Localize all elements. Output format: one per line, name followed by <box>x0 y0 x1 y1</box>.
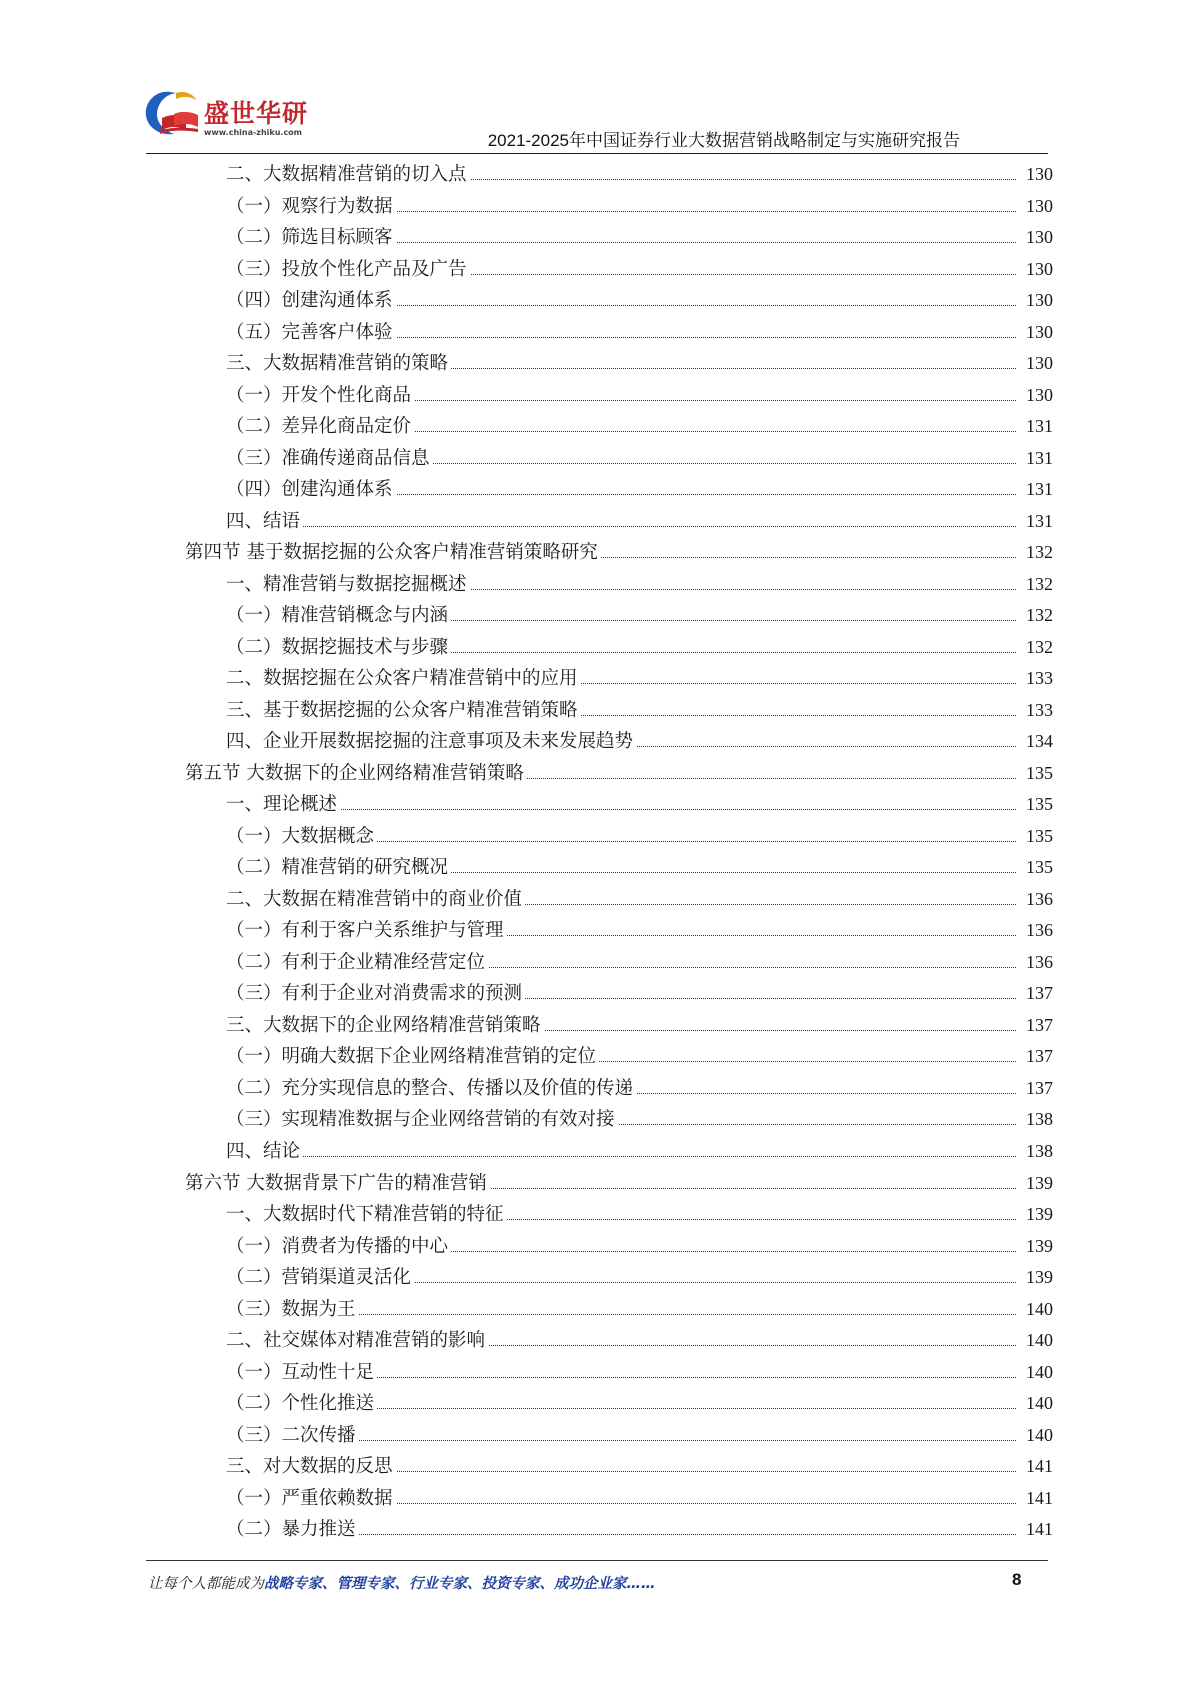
toc-entry-page: 132 <box>1017 600 1053 632</box>
logo-url: www.china-zhiku.com <box>204 128 303 137</box>
toc-entry[interactable] <box>0 884 1191 916</box>
toc-entry[interactable] <box>0 1010 1191 1042</box>
toc-entry[interactable] <box>0 191 1191 223</box>
toc-entry-page: 141 <box>1017 1514 1053 1546</box>
book-logo-icon <box>140 84 204 142</box>
toc-entry-page: 130 <box>1017 285 1053 317</box>
toc-entry[interactable] <box>0 506 1191 538</box>
toc-entry-title: （三）准确传递商品信息 <box>226 443 433 475</box>
toc-entry[interactable] <box>0 695 1191 727</box>
toc-entry-title: （二）个性化推送 <box>226 1388 377 1420</box>
toc-entry-page: 136 <box>1017 884 1053 916</box>
toc-entry[interactable] <box>0 663 1191 695</box>
toc-entry-page: 130 <box>1017 380 1053 412</box>
toc-entry-page: 137 <box>1017 978 1053 1010</box>
toc-entry-title: 三、对大数据的反思 <box>226 1451 396 1483</box>
toc-entry-title: （一）明确大数据下企业网络精准营销的定位 <box>226 1041 599 1073</box>
toc-entry[interactable] <box>0 758 1191 790</box>
toc-entry[interactable] <box>0 1388 1191 1420</box>
toc-entry-title: 三、大数据精准营销的策略 <box>226 348 451 380</box>
toc-dot-leader <box>230 809 1026 810</box>
toc-entry-page: 139 <box>1017 1262 1053 1294</box>
toc-entry-page: 136 <box>1017 915 1053 947</box>
toc-entry-title: 第五节 大数据下的企业网络精准营销策略 <box>185 758 527 790</box>
toc-entry[interactable] <box>0 1073 1191 1105</box>
toc-entry[interactable] <box>0 1262 1191 1294</box>
toc-entry[interactable] <box>0 222 1191 254</box>
toc-entry-page: 135 <box>1017 789 1053 821</box>
toc-entry-page: 130 <box>1017 191 1053 223</box>
toc-entry-page: 132 <box>1017 632 1053 664</box>
toc-entry-title: 四、结论 <box>226 1136 303 1168</box>
toc-entry-page: 137 <box>1017 1010 1053 1042</box>
toc-entry[interactable] <box>0 411 1191 443</box>
footer-suffix: …… <box>626 1576 656 1592</box>
toc-entry-title: （三）二次传播 <box>226 1420 359 1452</box>
toc-entry-page: 134 <box>1017 726 1053 758</box>
toc-entry[interactable] <box>0 317 1191 349</box>
toc-entry[interactable] <box>0 1514 1191 1546</box>
toc-entry[interactable] <box>0 1294 1191 1326</box>
toc-entry-page: 140 <box>1017 1325 1053 1357</box>
toc-entry[interactable] <box>0 852 1191 884</box>
report-title: 2021-2025年中国证券行业大数据营销战略制定与实施研究报告 <box>487 131 960 150</box>
toc-entry[interactable] <box>0 254 1191 286</box>
toc-entry[interactable] <box>0 1483 1191 1515</box>
header-divider <box>146 153 1048 154</box>
toc-entry-page: 139 <box>1017 1168 1053 1200</box>
toc-entry-page: 137 <box>1017 1073 1053 1105</box>
toc-entry-title: 二、数据挖掘在公众客户精准营销中的应用 <box>226 663 581 695</box>
toc-entry-page: 140 <box>1017 1357 1053 1389</box>
toc-entry-title: （三）有利于企业对消费需求的预测 <box>226 978 525 1010</box>
toc-entry-page: 131 <box>1017 443 1053 475</box>
toc-entry[interactable] <box>0 474 1191 506</box>
toc-entry[interactable] <box>0 159 1191 191</box>
toc-entry-page: 137 <box>1017 1041 1053 1073</box>
toc-entry-title: 三、大数据下的企业网络精准营销策略 <box>226 1010 544 1042</box>
toc-entry-page: 140 <box>1017 1388 1053 1420</box>
toc-entry[interactable] <box>0 1231 1191 1263</box>
toc-entry-page: 138 <box>1017 1136 1053 1168</box>
toc-entry[interactable] <box>0 1136 1191 1168</box>
toc-entry-title: （二）差异化商品定价 <box>226 411 414 443</box>
toc-entry[interactable] <box>0 600 1191 632</box>
toc-entry-page: 131 <box>1017 506 1053 538</box>
toc-entry-title: 三、基于数据挖掘的公众客户精准营销策略 <box>226 695 581 727</box>
toc-entry[interactable] <box>0 1104 1191 1136</box>
toc-dot-leader <box>230 1156 1026 1157</box>
footer-slogan <box>148 1572 656 1593</box>
toc-entry[interactable] <box>0 1325 1191 1357</box>
toc-entry[interactable] <box>0 1199 1191 1231</box>
toc-entry-page: 133 <box>1017 695 1053 727</box>
toc-entry[interactable] <box>0 1357 1191 1389</box>
footer-divider <box>146 1560 1048 1561</box>
logo <box>140 84 310 142</box>
toc-entry[interactable] <box>0 632 1191 664</box>
toc-entry-page: 130 <box>1017 159 1053 191</box>
toc-entry-title: 一、理论概述 <box>226 789 340 821</box>
toc-entry-title: （一）互动性十足 <box>226 1357 377 1389</box>
toc-entry-title: （二）有利于企业精准经营定位 <box>226 947 488 979</box>
toc-entry-title: 二、大数据在精准营销中的商业价值 <box>226 884 525 916</box>
toc-entry-title: （二）精准营销的研究概况 <box>226 852 451 884</box>
toc-entry-title: 一、精准营销与数据挖掘概述 <box>226 569 470 601</box>
toc-entry-title: （四）创建沟通体系 <box>226 474 396 506</box>
toc-entry-page: 131 <box>1017 411 1053 443</box>
toc-entry-title: （二）筛选目标顾客 <box>226 222 396 254</box>
toc-entry-page: 133 <box>1017 663 1053 695</box>
toc-entry-title: （三）数据为王 <box>226 1294 359 1326</box>
toc-entry-title: （二）充分实现信息的整合、传播以及价值的传递 <box>226 1073 636 1105</box>
toc-entry-title: 四、企业开展数据挖掘的注意事项及未来发展趋势 <box>226 726 636 758</box>
toc-entry-title: 第六节 大数据背景下广告的精准营销 <box>185 1168 490 1200</box>
toc-entry[interactable] <box>0 569 1191 601</box>
page-number: 8 <box>1012 1570 1022 1589</box>
toc-entry[interactable] <box>0 348 1191 380</box>
toc-entry[interactable] <box>0 947 1191 979</box>
footer-highlight: 战略专家、管理专家、行业专家、投资专家、成功企业家 <box>264 1576 627 1592</box>
toc-entry-title: 二、大数据精准营销的切入点 <box>226 159 470 191</box>
toc-entry-title: （一）开发个性化商品 <box>226 380 414 412</box>
toc-entry-title: （二）数据挖掘技术与步骤 <box>226 632 451 664</box>
table-of-contents <box>0 159 1191 1546</box>
footer-prefix: 让每个人都能成为 <box>148 1576 264 1592</box>
toc-entry-title: （一）观察行为数据 <box>226 191 396 223</box>
toc-entry[interactable] <box>0 1168 1191 1200</box>
toc-entry[interactable] <box>0 821 1191 853</box>
toc-entry-title: （一）有利于客户关系维护与管理 <box>226 915 507 947</box>
toc-entry-title: （五）完善客户体验 <box>226 317 396 349</box>
toc-entry[interactable] <box>0 1420 1191 1452</box>
toc-entry-title: （三）投放个性化产品及广告 <box>226 254 470 286</box>
toc-entry-title: （一）大数据概念 <box>226 821 377 853</box>
toc-entry-page: 135 <box>1017 758 1053 790</box>
toc-entry-title: （一）精准营销概念与内涵 <box>226 600 451 632</box>
toc-entry-title: （一）消费者为传播的中心 <box>226 1231 451 1263</box>
toc-entry-page: 132 <box>1017 569 1053 601</box>
toc-entry-title: （一）严重依赖数据 <box>226 1483 396 1515</box>
toc-entry-page: 138 <box>1017 1104 1053 1136</box>
toc-entry-title: （二）营销渠道灵活化 <box>226 1262 414 1294</box>
toc-entry-page: 139 <box>1017 1231 1053 1263</box>
toc-entry-page: 130 <box>1017 222 1053 254</box>
logo-name: 盛世华研 <box>204 99 309 128</box>
toc-entry-title: （二）暴力推送 <box>226 1514 359 1546</box>
toc-entry-page: 141 <box>1017 1483 1053 1515</box>
toc-entry[interactable] <box>0 285 1191 317</box>
toc-entry-page: 131 <box>1017 474 1053 506</box>
toc-entry-page: 130 <box>1017 348 1053 380</box>
toc-entry-page: 139 <box>1017 1199 1053 1231</box>
toc-entry[interactable] <box>0 380 1191 412</box>
toc-entry-title: 二、社交媒体对精准营销的影响 <box>226 1325 488 1357</box>
toc-entry-title: 四、结语 <box>226 506 303 538</box>
toc-entry-title: （四）创建沟通体系 <box>226 285 396 317</box>
toc-entry[interactable] <box>0 915 1191 947</box>
toc-entry[interactable] <box>0 443 1191 475</box>
toc-entry-page: 130 <box>1017 254 1053 286</box>
toc-entry-page: 135 <box>1017 852 1053 884</box>
toc-entry-page: 136 <box>1017 947 1053 979</box>
toc-entry-page: 130 <box>1017 317 1053 349</box>
toc-entry[interactable] <box>0 537 1191 569</box>
toc-entry-page: 132 <box>1017 537 1053 569</box>
toc-entry-page: 140 <box>1017 1420 1053 1452</box>
toc-entry[interactable] <box>0 1451 1191 1483</box>
toc-entry-page: 135 <box>1017 821 1053 853</box>
toc-entry-title: 第四节 基于数据挖掘的公众客户精准营销策略研究 <box>185 537 601 569</box>
toc-entry[interactable] <box>0 789 1191 821</box>
toc-entry-page: 140 <box>1017 1294 1053 1326</box>
page-header <box>140 78 1050 150</box>
toc-entry[interactable] <box>0 726 1191 758</box>
toc-dot-leader <box>230 526 1026 527</box>
toc-entry-title: （三）实现精准数据与企业网络营销的有效对接 <box>226 1104 618 1136</box>
toc-entry[interactable] <box>0 978 1191 1010</box>
toc-entry[interactable] <box>0 1041 1191 1073</box>
toc-entry-page: 141 <box>1017 1451 1053 1483</box>
toc-entry-title: 一、大数据时代下精准营销的特征 <box>226 1199 507 1231</box>
